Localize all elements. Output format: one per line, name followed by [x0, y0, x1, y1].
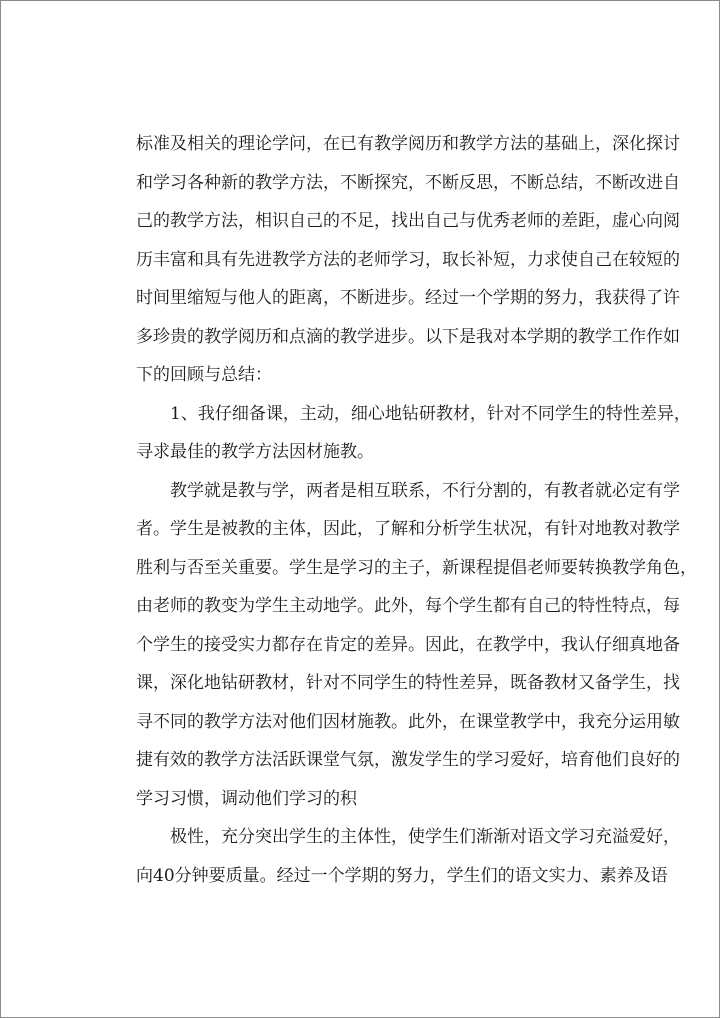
text-line: 己的教学方法，相识自己的不足，找出自己与优秀老师的差距，虚心向阅	[136, 211, 680, 231]
text-line: 个学生的接受实力都存在肯定的差异。因此，在教学中，我认仔细真地备	[136, 634, 680, 655]
text-line: 教学就是教与学，两者是相互联系，不行分割的，有教者就必定有学	[136, 480, 680, 501]
text-line: 1、我仔细备课，主动，细心地钻研教材，针对不同学生的特性差异，	[136, 403, 691, 424]
text-line: 由老师的教变为学生主动地学。此外，每个学生都有自己的特性特点，每	[136, 596, 680, 616]
text-line: 标准及相关的理论学问，在已有教学阅历和教学方法的基础上，深化探讨	[136, 134, 680, 154]
text-line: 学习习惯，调动他们学习的积	[136, 788, 357, 809]
text-line: 极性，充分突出学生的主体性，使学生们渐渐对语文学习充溢爱好，	[136, 827, 680, 847]
text-line: 时间里缩短与他人的距离，不断进步。经过一个学期的努力，我获得了许	[136, 288, 680, 308]
text-line: 捷有效的教学方法活跃课堂气氛，激发学生的学习爱好，培育他们良好的	[136, 750, 680, 770]
document-body	[136, 125, 697, 895]
text-line: 下的回顾与总结：	[136, 365, 272, 385]
text-line: 课，深化地钻研教材，针对不同学生的特性差异，既备教材又备学生，找	[136, 673, 680, 693]
text-line: 多珍贵的教学阅历和点滴的教学进步。以下是我对本学期的教学工作作如	[136, 326, 680, 347]
text-line: 寻不同的教学方法对他们因材施教。此外，在课堂教学中，我充分运用敏	[136, 711, 680, 732]
text-line: 历丰富和具有先进教学方法的老师学习，取长补短，力求使自己在较短的	[136, 249, 680, 270]
text-line: 寻求最佳的教学方法因材施教。	[136, 442, 374, 462]
text-line: 向40分钟要质量。经过一个学期的努力，学生们的语文实力、素养及语	[136, 865, 668, 886]
text-line: 者。学生是被教的主体，因此，了解和分析学生状况，有针对地教对教学	[136, 519, 680, 539]
text-line: 和学习各种新的教学方法，不断探究，不断反思，不断总结，不断改进自	[136, 172, 680, 193]
text-line: 胜利与否至关重要。学生是学习的主子，新课程提倡老师要转换教学角色，	[136, 557, 697, 578]
